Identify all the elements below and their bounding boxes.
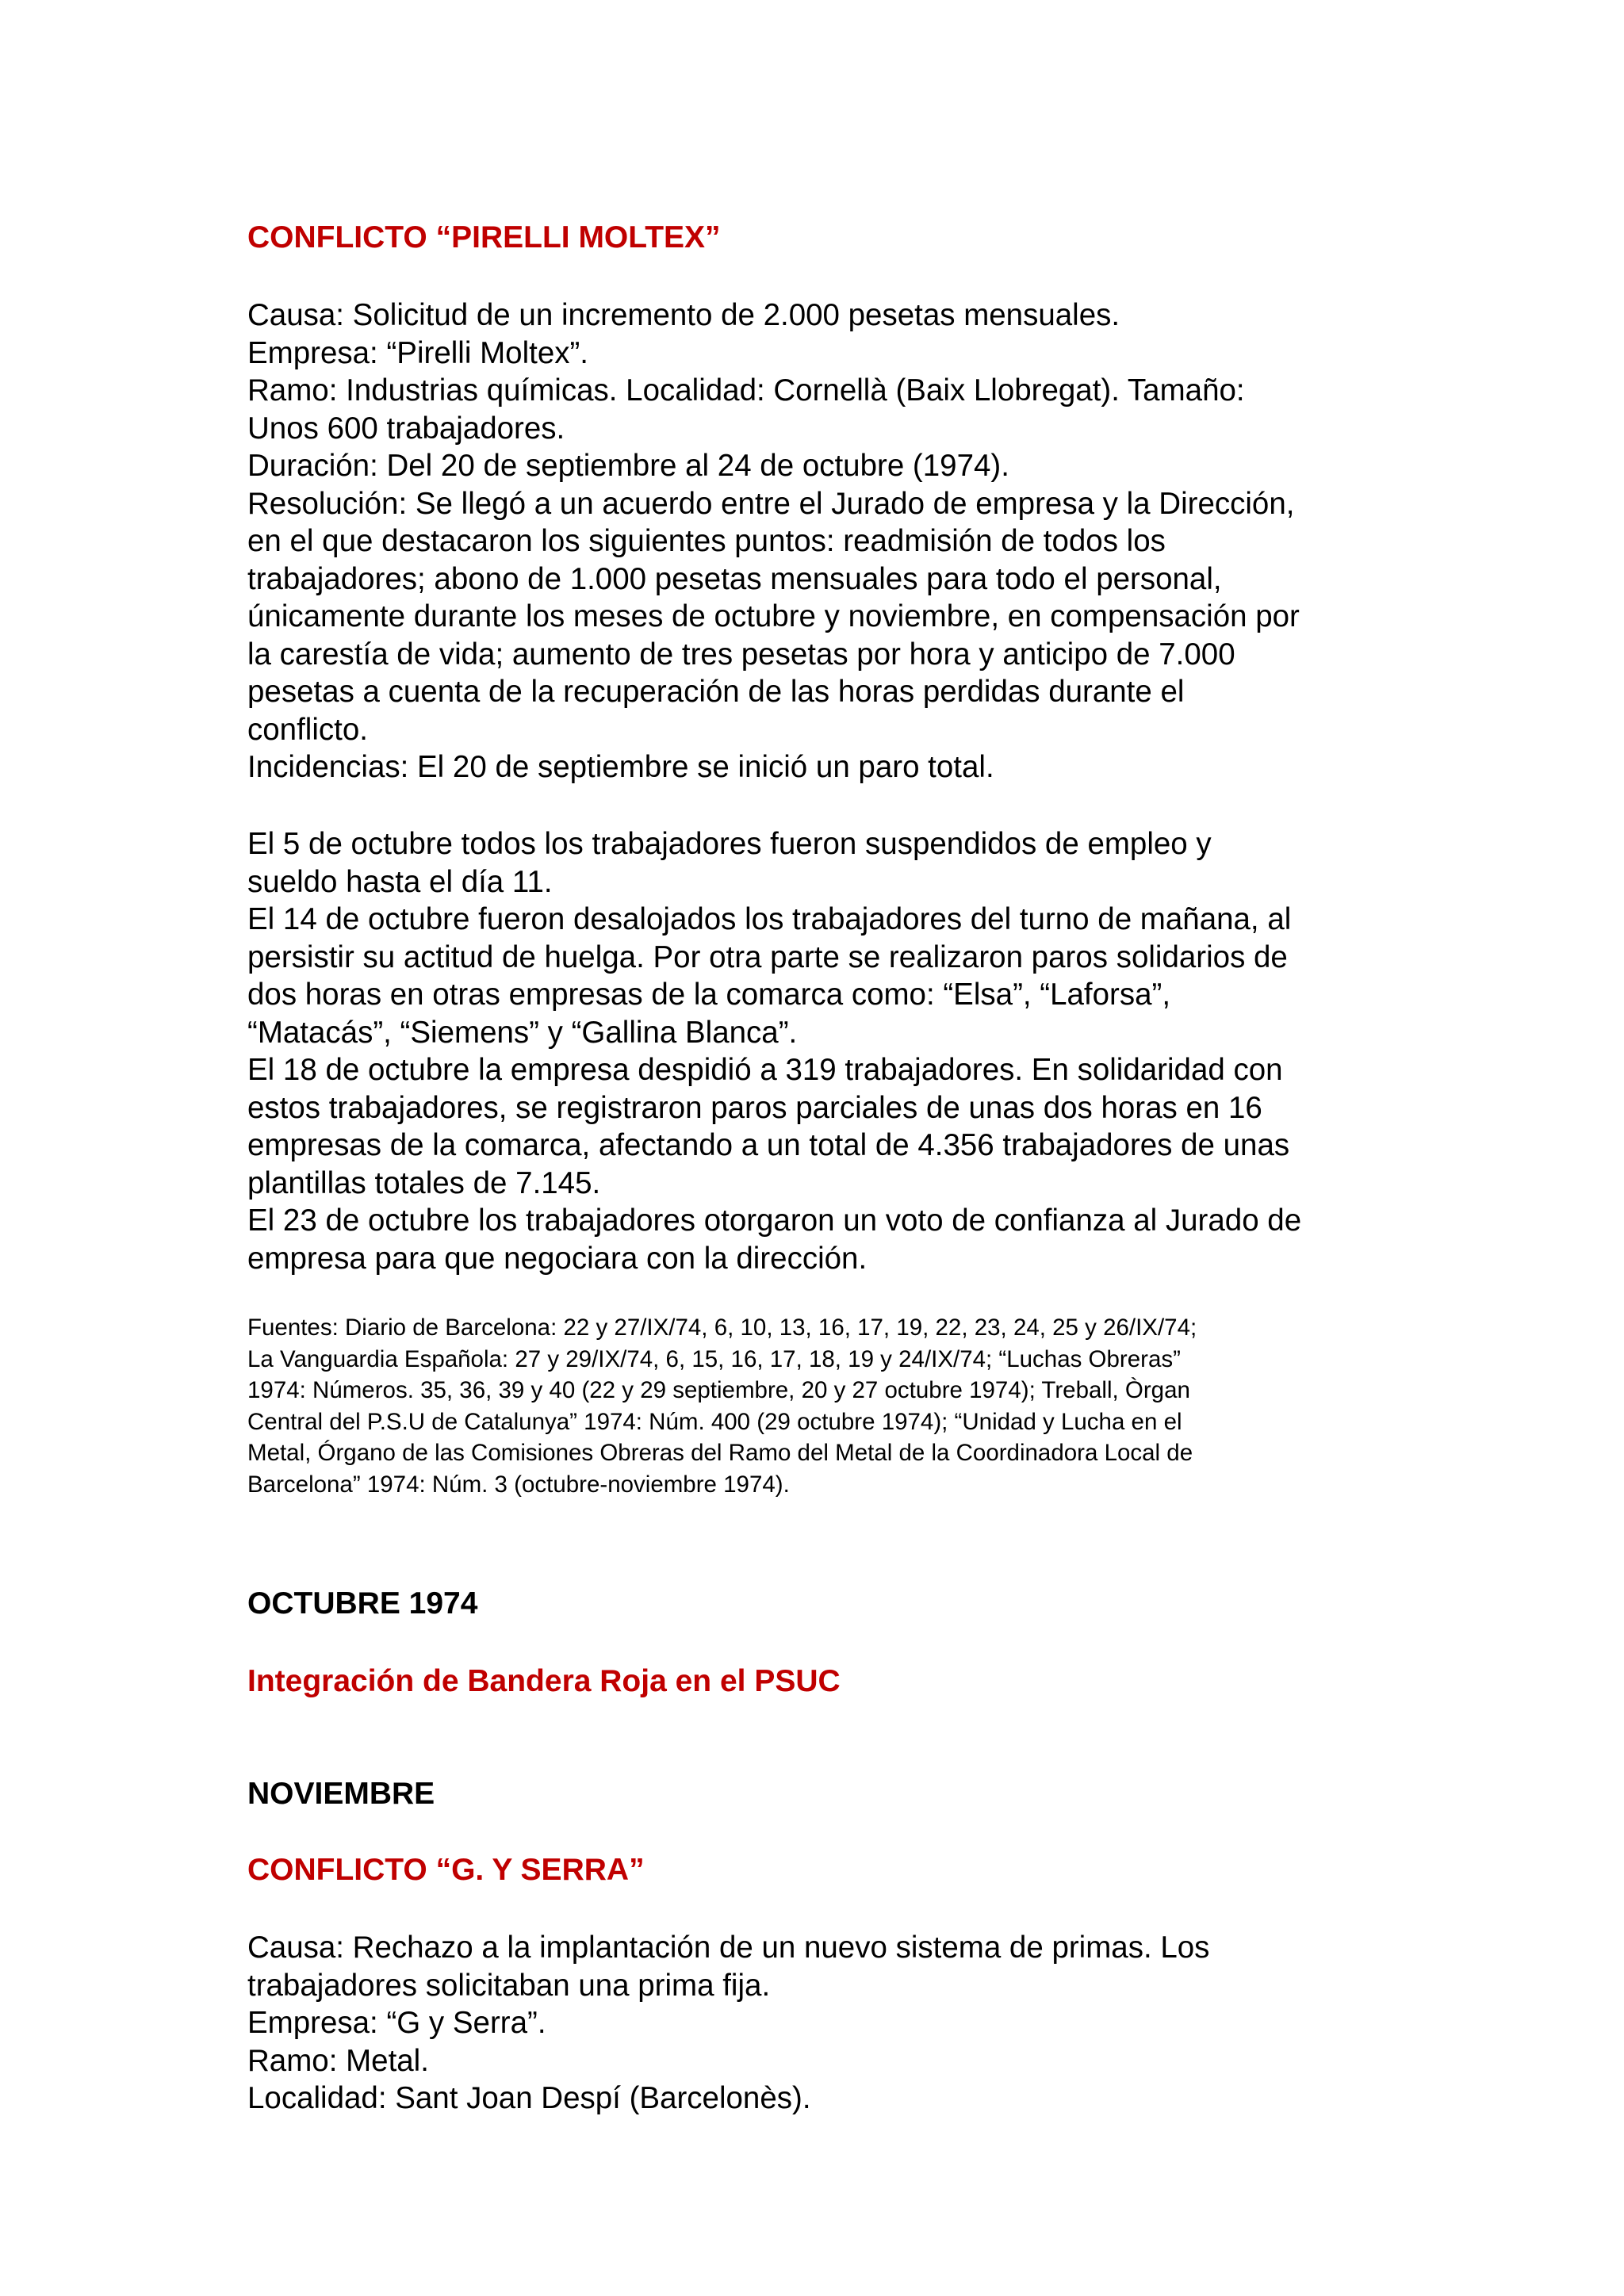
event-line: sueldo hasta el día 11. (247, 864, 553, 899)
detail-line: únicamente durante los meses de octubre y noviembre, en compensación por (247, 599, 1300, 633)
event-line: empresas de la comarca, afectando a un total de 4.356 trabajadores de unas (247, 1128, 1290, 1162)
detail-line: Unos 600 trabajadores. (247, 411, 565, 446)
event-line: dos horas en otras empresas de la comarca como: “Elsa”, “Laforsa”, (247, 978, 1171, 1012)
event-line: El 14 de octubre fueron desalojados los trabajadores del turno de mañana, al (247, 902, 1292, 936)
detail-line: Localidad: Sant Joan Despí (Barcelonès). (247, 2081, 811, 2115)
conflict-heading-pirelli: CONFLICTO “PIRELLI MOLTEX” (247, 220, 721, 254)
conflict-events-pirelli (247, 825, 1301, 1277)
detail-line: Resolución: Se llegó a un acuerdo entre el Jurado de empresa y la Dirección, (247, 486, 1295, 521)
source-line: La Vanguardia Española: 27 y 29/IX/74, 6, 15, 16, 17, 18, 19 y 24/IX/74; “Luchas Obreras” (247, 1345, 1181, 1372)
source-line: Fuentes: Diario de Barcelona: 22 y 27/IX/74, 6, 10, 13, 16, 17, 19, 22, 23, 24, 25 y 26/IX/74; (247, 1314, 1197, 1341)
detail-line: Ramo: Industrias químicas. Localidad: Cornellà (Baix Llobregat). Tamaño: (247, 373, 1245, 408)
detail-line: conflicto. (247, 712, 368, 747)
source-line: 1974: Números. 35, 36, 39 y 40 (22 y 29 septiembre, 20 y 27 octubre 1974); Treball, Òrgan (247, 1377, 1190, 1403)
detail-line: la carestía de vida; aumento de tres pesetas por hora y anticipo de 7.000 (247, 637, 1235, 672)
sources-footnote (247, 1312, 1197, 1500)
conflict-details-pirelli (247, 297, 1300, 786)
event-line: empresa para que negociara con la dirección. (247, 1241, 868, 1276)
detail-line: Causa: Rechazo a la implantación de un nuevo sistema de primas. Los (247, 1931, 1210, 1965)
detail-line: Causa: Solicitud de un incremento de 2.000 pesetas mensuales. (247, 298, 1120, 332)
detail-line: Empresa: “Pirelli Moltex”. (247, 335, 589, 370)
detail-line: trabajadores; abono de 1.000 pesetas mensuales para todo el personal, (247, 561, 1222, 596)
event-line: estos trabajadores, se registraron paros parciales de unas dos horas en 16 (247, 1090, 1262, 1125)
event-line: “Matacás”, “Siemens” y “Gallina Blanca”. (247, 1015, 798, 1050)
detail-line: trabajadores solicitaban una prima fija. (247, 1968, 771, 2003)
detail-line: Duración: Del 20 de septiembre al 24 de octubre (1974). (247, 449, 1009, 483)
event-line: El 5 de octubre todos los trabajadores fueron suspendidos de empleo y (247, 827, 1212, 861)
event-subheading-bandera-roja: Integración de Bandera Roja en el PSUC (247, 1664, 841, 1698)
source-line: Metal, Órgano de las Comisiones Obreras del Ramo del Metal de la Coordinadora Local de (247, 1440, 1193, 1466)
conflict-details-gyserra (247, 1929, 1209, 2118)
detail-line: Empresa: “G y Serra”. (247, 2006, 546, 2040)
source-line: Barcelona” 1974: Núm. 3 (octubre-noviembre 1974). (247, 1471, 790, 1498)
event-line: persistir su actitud de huelga. Por otra parte se realizaron paros solidarios de (247, 939, 1288, 974)
conflict-heading-gyserra: CONFLICTO “G. Y SERRA” (247, 1853, 645, 1887)
event-line: El 23 de octubre los trabajadores otorgaron un voto de confianza al Jurado de (247, 1203, 1302, 1238)
detail-line: Ramo: Metal. (247, 2043, 429, 2078)
detail-line: en el que destacaron los siguientes puntos: readmisión de todos los (247, 524, 1166, 558)
event-line: El 18 de octubre la empresa despidió a 319 trabajadores. En solidaridad con (247, 1053, 1283, 1087)
month-heading-november: NOVIEMBRE (247, 1777, 435, 1811)
event-line: plantillas totales de 7.145. (247, 1165, 601, 1200)
detail-line: pesetas a cuenta de la recuperación de las horas perdidas durante el (247, 675, 1185, 709)
detail-line: Incidencias: El 20 de septiembre se inició un paro total. (247, 750, 994, 784)
month-heading-october: OCTUBRE 1974 (247, 1586, 478, 1621)
source-line: Central del P.S.U de Catalunya” 1974: Núm. 400 (29 octubre 1974); “Unidad y Lucha en el (247, 1408, 1182, 1435)
